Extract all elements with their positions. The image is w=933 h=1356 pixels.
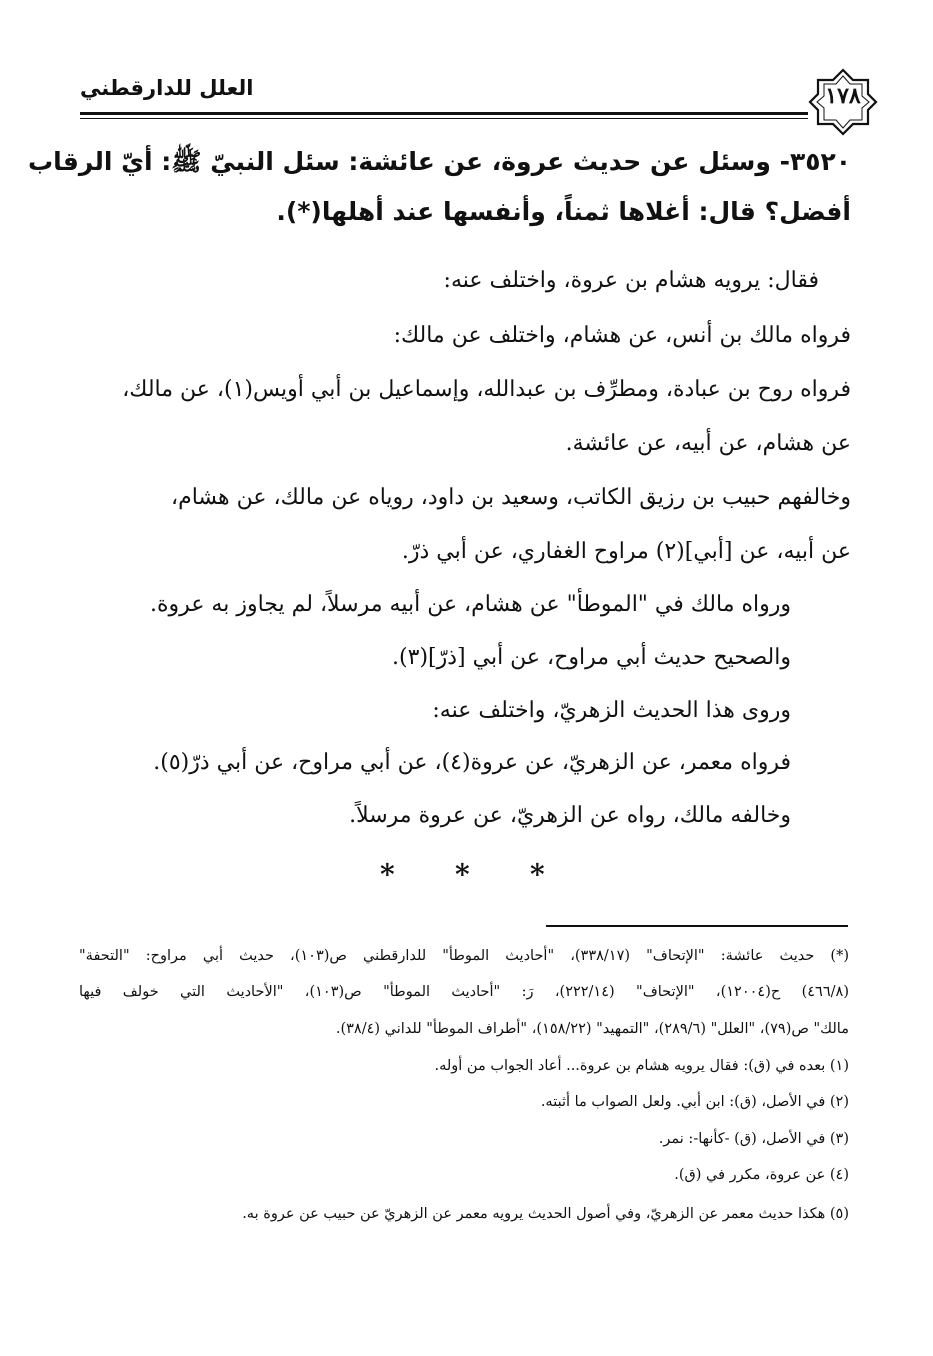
footnote-2: (٢) في الأصل، (ق): ابن أبي. ولعل الصواب ما أثبته. xyxy=(540,1094,849,1110)
separator-asterisk: * xyxy=(530,858,545,891)
answer-line: وخالفه مالك، رواه عن الزهريّ، عن عروة مرسلاً. xyxy=(349,803,791,828)
footnote-rule xyxy=(546,925,848,927)
separator-asterisk: * xyxy=(455,858,470,891)
answer-line: ورواه مالك في "الموطأ" عن هشام، عن أبيه مرسلاً، لم يجاوز به عروة. xyxy=(150,592,791,617)
answer-line: عن أبيه، عن [أبي](٢) مراوح الغفاري، عن أبي ذرّ. xyxy=(401,539,851,564)
footnote-4: (٤) عن عروة، مكرر في (ق). xyxy=(674,1167,849,1183)
answer-line: والصحيح حديث أبي مراوح، عن أبي [ذرّ](٣). xyxy=(392,645,791,670)
answer-line: وخالفهم حبيب بن رزيق الكاتب، وسعيد بن داود، روياه عن مالك، عن هشام، xyxy=(170,485,851,510)
answer-line: وروى هذا الحديث الزهريّ، واختلف عنه: xyxy=(432,698,791,723)
answer-line: عن هشام، عن أبيه، عن عائشة. xyxy=(565,431,851,456)
footnote-3: (٣) في الأصل، (ق) -كأنها-: نمر. xyxy=(658,1131,849,1147)
entry-heading-line-2: أفضل؟ قال: أغلاها ثمناً، وأنفسها عند أهلها(*). xyxy=(276,197,851,226)
separator-asterisk: * xyxy=(380,858,395,891)
header-rule-thin xyxy=(80,118,808,119)
running-title: العلل للدارقطني xyxy=(80,76,254,100)
answer-line: فرواه معمر، عن الزهريّ، عن عروة(٤)، عن أبي مراوح، عن أبي ذرّ(٥). xyxy=(153,750,791,775)
answer-line: فقال: يرويه هشام بن عروة، واختلف عنه: xyxy=(443,268,819,293)
footnote-star-line: (٤٦٦/٨) ح(١٢٠٠٤)، "الإتحاف" (٢٢٢/١٤)، رَ: "أحاديث الموطأ" ص(١٠٣)، "الأحاديث التي خولف فيها xyxy=(79,984,849,1000)
entry-heading-line-1: ٣٥٢٠- وسئل عن حديث عروة، عن عائشة: سئل النبيّ ﷺ: أيّ الرقاب xyxy=(28,147,851,176)
answer-line: فرواه روح بن عبادة، ومطرِّف بن عبدالله، وإسماعيل بن أبي أويس(١)، عن مالك، xyxy=(122,377,851,402)
answer-line: فرواه مالك بن أنس، عن هشام، واختلف عن مالك: xyxy=(393,323,851,348)
footnote-star-line: (*) حديث عائشة: "الإتحاف" (٣٣٨/١٧)، "أحاديث الموطأ" للدارقطني ص(١٠٣)، حديث أبي مراوح: "التحفة" xyxy=(79,948,849,964)
footnote-star-line: مالك" ص(٧٩)، "العلل" (٢٨٩/٦)، "التمهيد" (١٥٨/٢٢)، "أطراف الموطأ" للداني (٣٨/٤). xyxy=(335,1021,849,1037)
footnote-1: (١) بعده في (ق): فقال يرويه هشام بن عروة... أعاد الجواب من أوله. xyxy=(434,1058,849,1074)
page-number: ١٧٨ xyxy=(825,83,861,109)
footnote-5: (٥) هكذا حديث معمر عن الزهريّ، وفي أصول الحديث يرويه معمر عن الزهريّ عن حبيب عن عروة به. xyxy=(242,1206,849,1222)
header-rule xyxy=(80,112,808,115)
